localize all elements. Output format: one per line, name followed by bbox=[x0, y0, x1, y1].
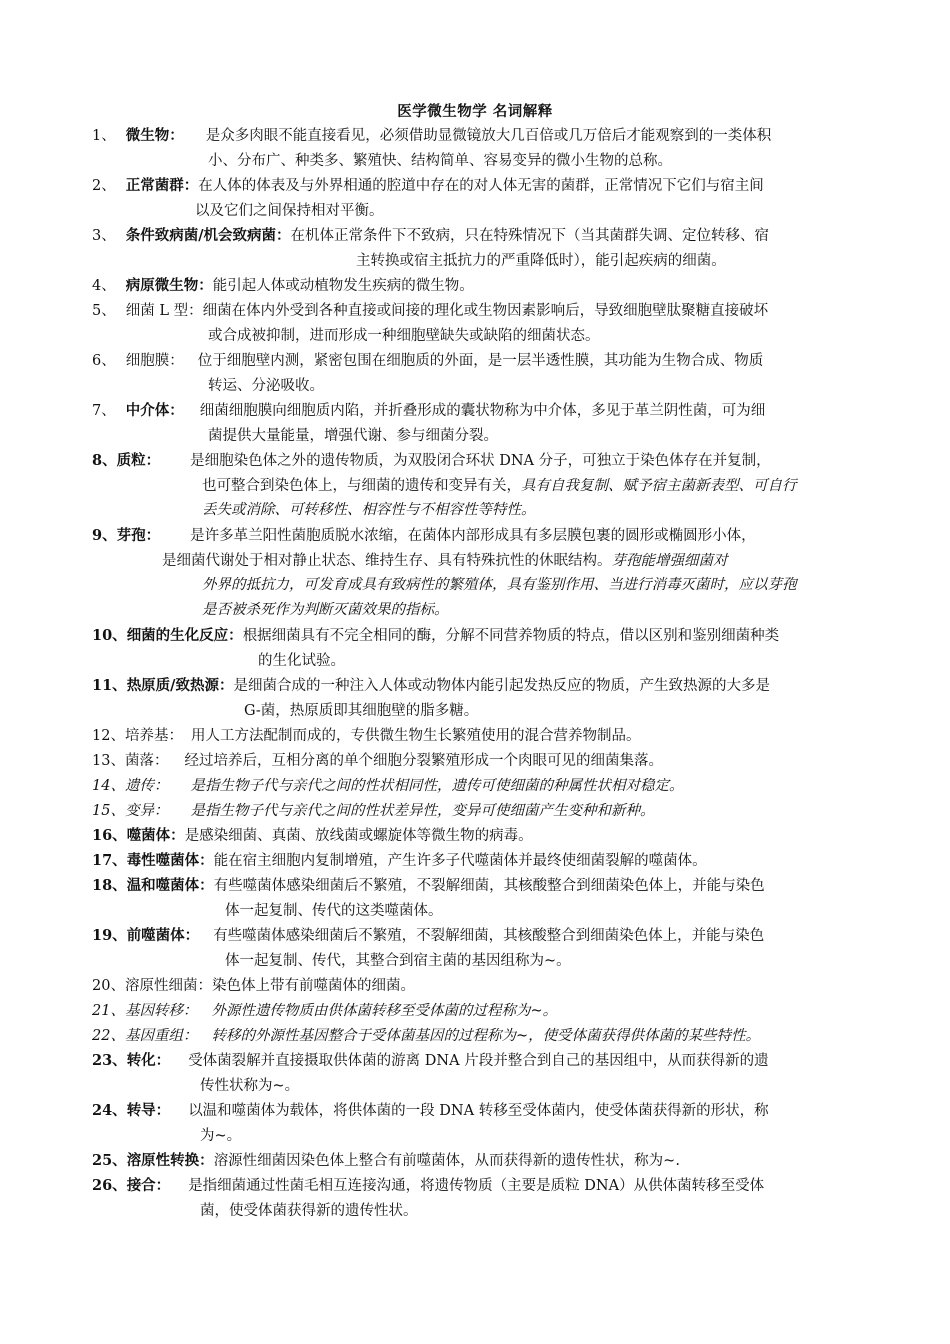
entry-text: 外源性遗传物质由供体菌转移至受体菌的过程称为~。 bbox=[211, 1003, 558, 1019]
entry-term: 变异： bbox=[124, 803, 169, 819]
entry-term: 菌落： bbox=[124, 753, 169, 769]
entry-term: 溶原性转换： bbox=[126, 1152, 214, 1169]
definition-entry bbox=[92, 999, 872, 1024]
entry-number: 3、 bbox=[92, 228, 116, 244]
definition-entry bbox=[92, 449, 872, 523]
entry-term: 溶原性细菌： bbox=[124, 978, 212, 994]
definition-entry bbox=[92, 799, 872, 824]
entry-term: 质粒： bbox=[116, 452, 161, 469]
entry-term: 细菌的生化反应： bbox=[126, 627, 243, 644]
entry-term: 噬菌体： bbox=[126, 827, 185, 844]
entry-term: 毒性噬菌体： bbox=[126, 852, 214, 869]
definition-entry bbox=[92, 924, 872, 973]
entry-term: 培养基： bbox=[124, 728, 183, 744]
entry-term: 微生物： bbox=[125, 127, 184, 144]
entry-text: 在机体正常条件下不致病，只在特殊情况下（当其菌群失调、定位转移、宿 bbox=[290, 228, 770, 244]
definition-entry bbox=[92, 1049, 872, 1098]
entry-number: 7、 bbox=[92, 403, 116, 419]
entry-text: 在人体的体表及与外界相通的腔道中存在的对人体无害的菌群，正常情况下它们与宿主间 bbox=[198, 178, 764, 194]
entry-number: 5、 bbox=[92, 303, 116, 319]
definition-entry bbox=[92, 524, 872, 622]
definition-entry bbox=[92, 1174, 872, 1223]
entry-text: 体一起复制、传代，其整合到宿主菌的基因组称为~。 bbox=[225, 952, 571, 969]
entry-text: 根据细菌具有不完全相同的酶，分解不同营养物质的特点，借以区别和鉴别细菌种类 bbox=[242, 628, 780, 644]
entry-number: 18、 bbox=[92, 877, 127, 894]
entry-number: 14、 bbox=[92, 778, 125, 794]
entry-text: 是指生物子代与亲代之间的性状相同性，遗传可使细菌的种属性状相对稳定。 bbox=[190, 778, 684, 794]
entry-text: 有些噬菌体感染细菌后不繁殖，不裂解细菌，其核酸整合到细菌染色体上，并能与染色 bbox=[213, 878, 765, 894]
entry-term: 基因转移： bbox=[124, 1003, 198, 1019]
definition-entry bbox=[92, 1024, 872, 1049]
definition-entry bbox=[92, 174, 872, 223]
entry-number: 9、 bbox=[92, 527, 117, 544]
entry-text: 体一起复制、传代的这类噬菌体。 bbox=[225, 902, 443, 919]
entry-text: 用人工方法配制而成的，专供微生物生长繁殖使用的混合营养物制品。 bbox=[190, 728, 641, 744]
entry-number: 13、 bbox=[92, 753, 125, 769]
entry-number: 1、 bbox=[92, 128, 116, 144]
entry-text: 以温和噬菌体为载体，将供体菌的一段 DNA 转移至受体菌内，使受体菌获得新的形状，称 bbox=[188, 1103, 769, 1119]
entry-text: 的生化试验。 bbox=[258, 652, 345, 669]
entry-text-italic: 外界的抵抗力，可发育成具有致病性的繁殖体，具有鉴别作用、当进行消毒灭菌时，应以芽孢 bbox=[202, 577, 797, 593]
entry-number: 19、 bbox=[92, 927, 127, 944]
definition-entry bbox=[92, 1099, 872, 1148]
entry-number: 4、 bbox=[92, 278, 116, 294]
entry-term: 热原质/致热源： bbox=[126, 677, 234, 694]
definition-entry bbox=[92, 224, 872, 273]
entry-term: 病原微生物： bbox=[125, 277, 213, 294]
entry-number: 15、 bbox=[92, 803, 125, 819]
entry-term: 基因重组： bbox=[124, 1028, 198, 1044]
entry-number: 6、 bbox=[92, 353, 116, 369]
entry-text: 是细菌代谢处于相对静止状态、维持生存、具有特殊抗性的休眠结构。 bbox=[162, 552, 612, 569]
entry-text: 转运、分泌吸收。 bbox=[208, 377, 324, 394]
entry-number: 17、 bbox=[92, 852, 127, 869]
entry-number: 12、 bbox=[92, 728, 125, 744]
entry-text: 是细菌合成的一种注入人体或动物体内能引起发热反应的物质，产生致热源的大多是 bbox=[233, 678, 770, 694]
entry-text-italic: 具有自我复制、赋予宿主菌新表型、可自行 bbox=[521, 477, 797, 494]
definition-entry bbox=[92, 749, 872, 774]
definition-entry bbox=[92, 274, 872, 299]
entry-text: 是指生物子代与亲代之间的性状差异性，变异可使细菌产生变种和新种。 bbox=[190, 803, 655, 819]
definition-entry bbox=[92, 299, 872, 348]
entry-text: 位于细胞壁内测，紧密包围在细胞质的外面，是一层半透性膜，其功能为生物合成、物质 bbox=[197, 353, 764, 369]
entry-number: 25、 bbox=[92, 1152, 127, 1169]
entry-term: 前噬菌体： bbox=[126, 927, 200, 944]
entry-term: 中介体： bbox=[125, 402, 184, 419]
definition-entry bbox=[92, 774, 872, 799]
definition-entry bbox=[92, 399, 872, 448]
entry-number: 24、 bbox=[92, 1102, 127, 1119]
definition-entry bbox=[92, 849, 872, 874]
definition-entry bbox=[92, 824, 872, 849]
definition-entry bbox=[92, 874, 872, 923]
entry-term: 细胞膜： bbox=[125, 353, 184, 369]
entry-text: 是细胞染色体之外的遗传物质，为双股闭合环状 DNA 分子，可独立于染色体存在并复制， bbox=[190, 453, 771, 469]
entry-text: 受体菌裂解并直接摄取供体菌的游离 DNA 片段并整合到自己的基因组中，从而获得新的遗 bbox=[188, 1053, 769, 1069]
definition-entry bbox=[92, 674, 872, 723]
entry-text: 菌提供大量能量，增强代谢、参与细菌分裂。 bbox=[208, 427, 498, 444]
entry-text: 主转换或宿主抵抗力的严重降低时），能引起疾病的细菌。 bbox=[356, 252, 726, 269]
entry-text: 菌，使受体菌获得新的遗传性状。 bbox=[200, 1202, 418, 1219]
entry-text: G-菌，热原质即其细胞壁的脂多糖。 bbox=[244, 702, 479, 719]
entry-number: 10、 bbox=[92, 627, 127, 644]
entry-text: 也可整合到染色体上，与细菌的遗传和变异有关， bbox=[202, 477, 521, 494]
entry-text: 小、分布广、种类多、繁殖快、结构简单、容易变异的微小生物的总称。 bbox=[208, 152, 672, 169]
definition-entry bbox=[92, 1149, 872, 1174]
entry-term: 正常菌群： bbox=[125, 177, 199, 194]
entry-text: 是感染细菌、真菌、放线菌或螺旋体等微生物的病毒。 bbox=[184, 828, 533, 844]
entry-text: 染色体上带有前噬菌体的细菌。 bbox=[211, 978, 415, 994]
entry-text: 溶源性细菌因染色体上整合有前噬菌体，从而获得新的遗传性状，称为~. bbox=[213, 1153, 680, 1169]
entry-term: 转化： bbox=[126, 1052, 171, 1069]
entry-number: 11、 bbox=[92, 677, 127, 694]
definition-entry bbox=[92, 124, 872, 173]
entry-text: 或合成被抑制，进而形成一种细胞壁缺失或缺陷的细菌状态。 bbox=[208, 327, 600, 344]
entry-text: 是许多革兰阳性菌胞质脱水浓缩，在菌体内部形成具有多层膜包裹的圆形或椭圆形小体， bbox=[190, 528, 756, 544]
definition-entry bbox=[92, 724, 872, 749]
entry-number: 20、 bbox=[92, 978, 125, 994]
entry-text: 细菌在体内外受到各种直接或间接的理化或生物因素影响后，导致细胞壁肽聚糖直接破坏 bbox=[202, 303, 769, 319]
entry-number: 22、 bbox=[92, 1028, 125, 1044]
entry-text: 以及它们之间保持相对平衡。 bbox=[195, 202, 384, 219]
entry-number: 23、 bbox=[92, 1052, 127, 1069]
entry-term: 转导： bbox=[126, 1102, 171, 1119]
entry-term: 细菌 L 型： bbox=[125, 303, 203, 319]
entry-text: 传性状称为~。 bbox=[200, 1077, 300, 1094]
entry-number: 26、 bbox=[92, 1177, 127, 1194]
entry-text-italic: 是否被杀死作为判断灭菌效果的指标。 bbox=[202, 601, 449, 618]
entry-text-italic: 丢失或消除、可转移性、相容性与不相容性等特性。 bbox=[202, 502, 536, 518]
document-title: 医学微生物学 名词解释 bbox=[397, 103, 553, 120]
entry-number: 8、 bbox=[92, 452, 117, 469]
entry-text: 是指细菌通过性菌毛相互连接沟通，将遗传物质（主要是质粒 DNA）从供体菌转移至受体 bbox=[188, 1178, 765, 1194]
entry-text: 转移的外源性基因整合于受体菌基因的过程称为~，使受体菌获得供体菌的某些特性。 bbox=[211, 1028, 761, 1044]
entry-text: 为~。 bbox=[200, 1127, 242, 1144]
entry-term: 接合： bbox=[126, 1177, 171, 1194]
entry-text: 细菌细胞膜向细胞质内陷，并折叠形成的囊状物称为中介体，多见于革兰阴性菌，可为细 bbox=[199, 403, 766, 419]
entry-term: 遗传： bbox=[124, 778, 169, 794]
entry-number: 2、 bbox=[92, 178, 116, 194]
entry-term: 条件致病菌/机会致病菌： bbox=[125, 227, 291, 244]
definition-entry bbox=[92, 974, 872, 999]
entry-text: 有些噬菌体感染细菌后不繁殖，不裂解细菌，其核酸整合到细菌染色体上，并能与染色 bbox=[213, 928, 765, 944]
definition-entry bbox=[92, 349, 872, 398]
entry-number: 16、 bbox=[92, 827, 127, 844]
entry-text-italic: 芽孢能增强细菌对 bbox=[611, 552, 728, 569]
entry-term: 芽孢： bbox=[116, 527, 161, 544]
entry-text: 能引起人体或动植物发生疾病的微生物。 bbox=[212, 278, 474, 294]
entry-text: 经过培养后，互相分离的单个细胞分裂繁殖形成一个肉眼可见的细菌集落。 bbox=[184, 753, 663, 769]
definition-entry bbox=[92, 624, 872, 673]
entry-term: 温和噬菌体： bbox=[126, 877, 214, 894]
entry-text: 能在宿主细胞内复制增殖，产生许多子代噬菌体并最终使细菌裂解的噬菌体。 bbox=[213, 853, 707, 869]
entry-text: 是众多肉眼不能直接看见，必须借助显微镜放大几百倍或几万倍后才能观察到的一类体积 bbox=[205, 128, 772, 144]
entry-number: 21、 bbox=[92, 1003, 125, 1019]
